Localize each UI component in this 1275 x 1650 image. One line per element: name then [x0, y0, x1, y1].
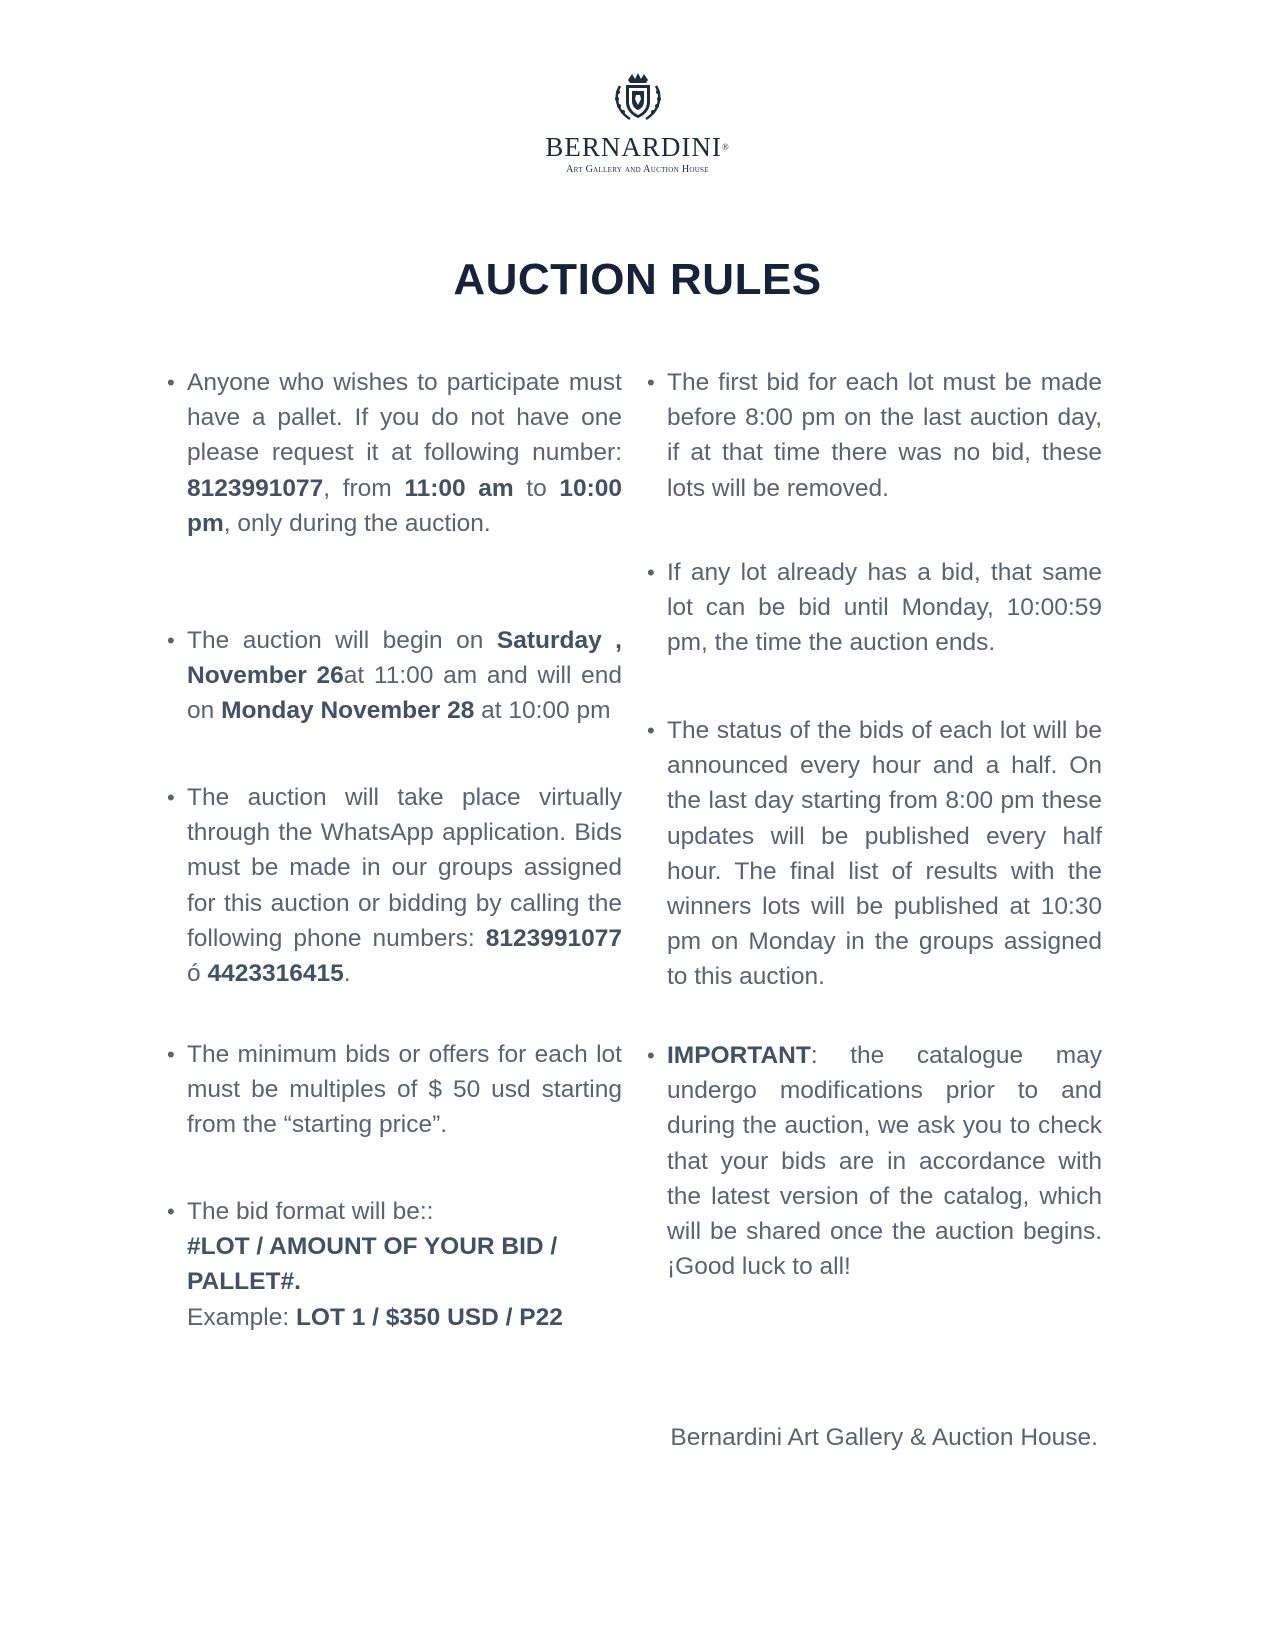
- bullet-icon: •: [647, 370, 655, 395]
- rule-minimum-bids: • The minimum bids or offers for each lot must be multiples of $ 50 usd starting from the “starting price”.: [187, 1037, 622, 1143]
- rule-first-bid: • The first bid for each lot must be made before 8:00 pm on the last auction day, if at that time there was no bid, these lots will be removed.: [667, 365, 1102, 506]
- brand-name: BERNARDINI®: [545, 132, 730, 162]
- bullet-icon: •: [167, 1199, 175, 1224]
- rule-status-updates: • The status of the bids of each lot will be announced every hour and a half. On the last day starting from 8:00 pm these updates will be published every half hour. The final list of results with the winners lots will be published at 10:30 pm on Monday in the groups assigned to this auction.: [667, 713, 1102, 995]
- bid-format: #LOT / AMOUNT OF YOUR BID / PALLET#.: [187, 1233, 558, 1296]
- page-title: AUCTION RULES: [453, 255, 822, 304]
- signature: Bernardini Art Gallery & Auction House.: [670, 1424, 1098, 1451]
- bid-example: LOT 1 / $350 USD / P22: [295, 1303, 563, 1331]
- rule-schedule: • The auction will begin on Saturday , November 26at 11:00 am and will end on Monday November 28 at 10:00 pm: [187, 623, 622, 729]
- bullet-icon: •: [647, 560, 655, 585]
- crest-icon: [610, 72, 666, 124]
- bullet-icon: •: [167, 370, 175, 395]
- rule-bid-format: • The bid format will be:: #LOT / AMOUNT OF YOUR BID / PALLET#. Example: LOT 1 / $350 USD / P22: [187, 1194, 622, 1335]
- bullet-icon: •: [647, 718, 655, 743]
- bullet-icon: •: [167, 1042, 175, 1067]
- bullet-icon: •: [167, 785, 175, 810]
- rule-existing-bid: • If any lot already has a bid, that same lot can be bid until Monday, 10:00:59 pm, the time the auction ends.: [667, 555, 1102, 661]
- brand-logo: [0, 72, 1275, 175]
- rule-important: • IMPORTANT: the catalogue may undergo modifications prior to and during the auction, we ask you to check that your bids are in accordance with the latest version of the catalog, which will be shared once the auction begins. ¡Good luck to all!: [667, 1038, 1102, 1284]
- rule-pallet: • Anyone who wishes to participate must have a pallet. If you do not have one please request it at following number: 8123991077, from 11:00 am to 10:00 pm, only during the auction.: [187, 365, 622, 541]
- bullet-icon: •: [647, 1043, 655, 1068]
- brand-tagline: Art Gallery and Auction House: [566, 164, 709, 175]
- rule-whatsapp: • The auction will take place virtually through the WhatsApp application. Bids must be made in our groups assigned for this auction or bidding by calling the following phone numbers: 8123991077 ó 4423316415.: [187, 780, 622, 991]
- bullet-icon: •: [167, 628, 175, 653]
